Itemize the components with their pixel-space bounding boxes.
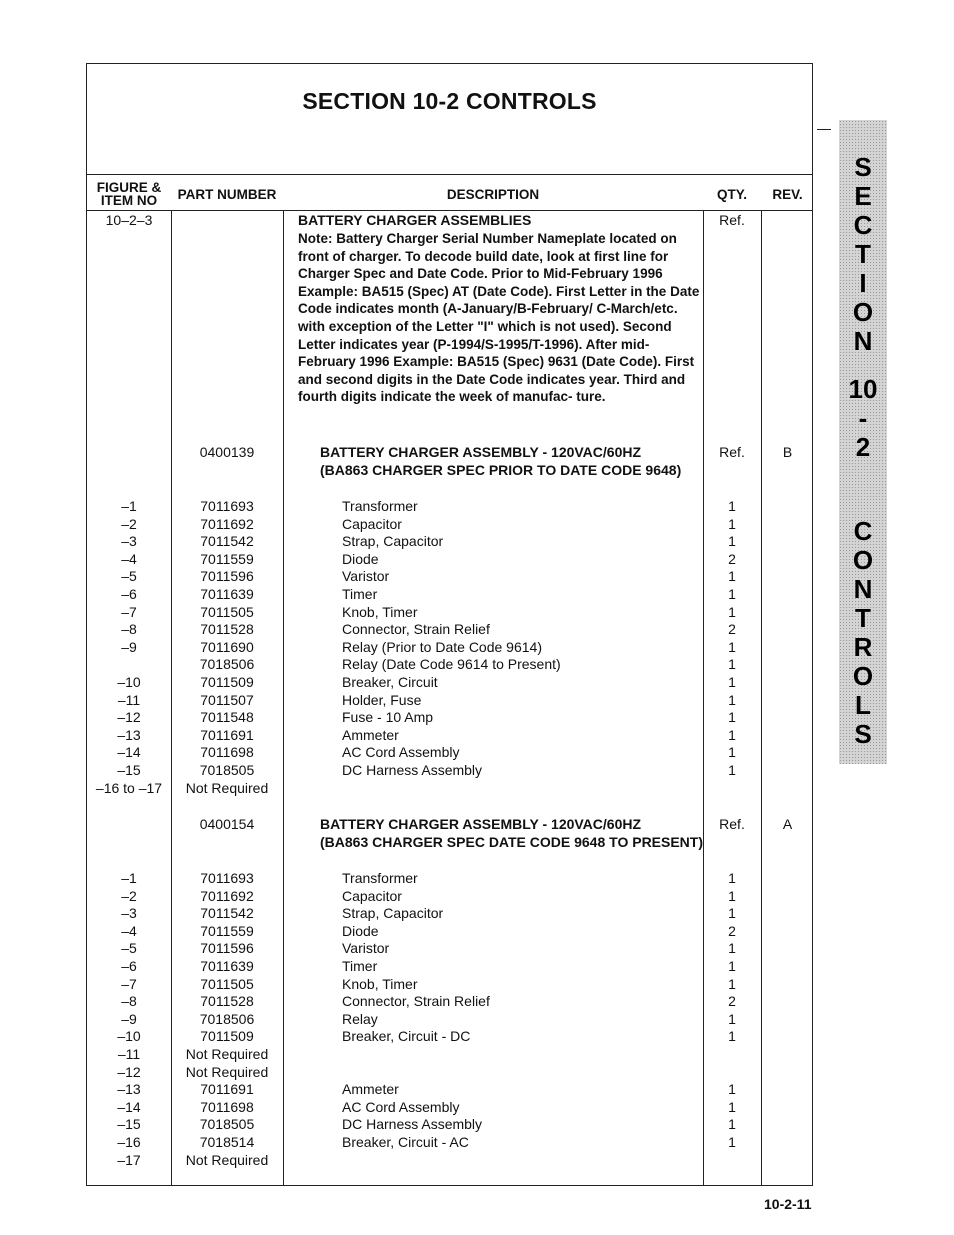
item-figure-number: –4 xyxy=(121,550,137,567)
item-description: Diode xyxy=(342,922,379,939)
side-tab-letter: E xyxy=(854,181,872,211)
item-figure-number: –9 xyxy=(121,1010,137,1027)
item-description: Varistor xyxy=(342,568,390,585)
item-description: Holder, Fuse xyxy=(342,691,422,708)
item-description: Timer xyxy=(342,586,378,602)
item-part-number: 7011690 xyxy=(200,638,254,655)
item-figure-number: –17 xyxy=(117,1151,141,1168)
item-description: Connector, Strain Relief xyxy=(342,621,490,638)
item-part-number: Not Required xyxy=(185,779,269,796)
header-figure-line1: FIGURE & xyxy=(96,180,162,195)
item-description: Knob, Timer xyxy=(342,603,418,620)
item-qty: 1 xyxy=(728,533,736,550)
assembly-subtitle: (BA863 CHARGER SPEC PRIOR TO DATE CODE 9648) xyxy=(320,461,682,478)
side-tab-letter: I xyxy=(859,268,867,298)
item-description: Ammeter xyxy=(342,726,399,743)
item-part-number: 7011505 xyxy=(200,603,254,620)
item-qty: 2 xyxy=(728,993,736,1010)
side-tab-letter: N xyxy=(853,326,873,356)
item-description: Transformer xyxy=(342,870,418,886)
item-qty: 1 xyxy=(728,1134,736,1150)
item-figure-number: –15 xyxy=(117,1116,141,1133)
item-part-number: 7018506 xyxy=(199,1010,255,1027)
item-part-number: Not Required xyxy=(185,1151,269,1168)
item-qty: 1 xyxy=(728,1116,736,1133)
item-qty: 1 xyxy=(728,603,736,620)
item-description: Timer xyxy=(342,958,378,974)
item-description: Varistor xyxy=(342,940,390,957)
column-divider-qty xyxy=(761,210,762,1185)
assembly-part-number: 0400154 xyxy=(199,816,255,832)
header-top-rule xyxy=(87,174,812,175)
item-part-number: 7011596 xyxy=(200,940,254,957)
item-figure-number: –4 xyxy=(121,922,137,939)
item-figure-number: –13 xyxy=(117,1081,141,1098)
item-qty: 1 xyxy=(728,674,736,690)
item-qty: 1 xyxy=(728,870,736,886)
margin-tick-mark xyxy=(817,129,831,130)
item-qty: 1 xyxy=(728,709,736,726)
item-figure-number: –10 xyxy=(117,674,141,690)
side-tab-letter: - xyxy=(858,403,868,433)
page-number: 10-2-11 xyxy=(764,1196,812,1212)
item-description: AC Cord Assembly xyxy=(342,744,460,761)
item-part-number: 7018505 xyxy=(199,762,255,778)
item-figure-number: –7 xyxy=(121,603,137,620)
item-qty: 1 xyxy=(728,1028,736,1045)
side-tab-letter: L xyxy=(855,690,871,720)
intro-note: Note: Battery Charger Serial Number Nameplate located on front of charger. To decode build date, look at first line for Charger Spec and Date Code. Prior to Mid-February 1996 Example: BA515 (Spec) AT (Date Code). First Letter in the Date Code indicates month (A-January/B-February/ C-March/etc. with exception of the Letter "I" which is not used). Second Letter indicates year (P-1994/S-1995/T-1996). After mid-February 1996 Example: BA515 (Spec) 9631 (Date Code). First and second digits in the Date Code indicates year. Third and fourth digits indicate the week of manufac- ture. xyxy=(298,231,700,405)
item-qty: 1 xyxy=(728,975,736,992)
item-description: Breaker, Circuit - AC xyxy=(342,1134,469,1150)
item-part-number: 7011505 xyxy=(200,975,254,992)
item-figure-number: –9 xyxy=(121,638,137,655)
item-figure-number: –11 xyxy=(117,691,141,708)
item-description: Breaker, Circuit xyxy=(342,674,438,690)
item-figure-number: –3 xyxy=(121,905,137,922)
item-qty: 1 xyxy=(728,515,736,532)
item-figure-number: –5 xyxy=(121,568,137,585)
item-qty: 1 xyxy=(728,1010,736,1027)
header-figure-item xyxy=(87,181,171,207)
item-description: Diode xyxy=(342,550,379,567)
column-divider-part xyxy=(283,210,284,1185)
assembly-subtitle: (BA863 CHARGER SPEC DATE CODE 9648 TO PRESENT) xyxy=(320,833,704,850)
item-figure-number: –5 xyxy=(121,940,137,957)
item-qty: 1 xyxy=(728,656,736,673)
side-tab-letter: S xyxy=(854,152,872,182)
item-figure-number: –7 xyxy=(121,975,137,992)
item-description: Breaker, Circuit - DC xyxy=(342,1028,471,1045)
item-part-number: 7011693 xyxy=(200,498,254,514)
item-description: Connector, Strain Relief xyxy=(342,993,490,1010)
item-qty: 1 xyxy=(728,1081,736,1098)
item-part-number: 7011691 xyxy=(200,726,254,743)
item-qty: 1 xyxy=(728,940,736,957)
item-description: Ammeter xyxy=(342,1081,399,1098)
item-figure-number: –6 xyxy=(121,586,137,602)
item-description: Capacitor xyxy=(342,887,402,904)
item-part-number: 7018505 xyxy=(199,1116,255,1133)
item-part-number: 7011639 xyxy=(200,586,254,602)
item-figure-number: –1 xyxy=(121,870,137,886)
item-description: Relay (Date Code 9614 to Present) xyxy=(342,656,561,673)
item-qty: 2 xyxy=(728,922,736,939)
item-figure-number: –13 xyxy=(117,726,141,743)
item-part-number: 7011509 xyxy=(200,674,254,690)
item-qty: 1 xyxy=(728,638,736,655)
side-tab-letter: N xyxy=(853,574,873,604)
item-part-number: Not Required xyxy=(185,1063,269,1080)
item-part-number: 7011509 xyxy=(200,1028,254,1045)
item-description: Relay (Prior to Date Code 9614) xyxy=(342,638,542,655)
item-part-number: 7011542 xyxy=(200,533,254,550)
item-description: Knob, Timer xyxy=(342,975,418,992)
assembly-qty: Ref. xyxy=(719,444,745,460)
assembly-title: BATTERY CHARGER ASSEMBLY - 120VAC/60HZ xyxy=(320,816,642,832)
item-description: AC Cord Assembly xyxy=(342,1098,460,1115)
item-figure-number: –11 xyxy=(117,1046,141,1062)
item-part-number: 7011528 xyxy=(200,993,254,1010)
item-qty: 1 xyxy=(728,726,736,743)
item-description: Strap, Capacitor xyxy=(342,905,444,922)
item-figure-number: –2 xyxy=(121,887,137,904)
item-figure-number: –16 to –17 xyxy=(95,779,163,796)
item-figure-number: –8 xyxy=(121,621,137,638)
item-qty: 2 xyxy=(728,621,736,638)
item-figure-number: –14 xyxy=(117,744,141,761)
side-tab-letter: T xyxy=(855,239,871,269)
item-part-number: 7011698 xyxy=(200,1098,254,1115)
item-figure-number: –8 xyxy=(121,993,137,1010)
item-part-number: 7011559 xyxy=(200,550,254,567)
side-tab-letter: T xyxy=(855,603,871,633)
item-description: Fuse - 10 Amp xyxy=(342,709,434,726)
intro-heading: BATTERY CHARGER ASSEMBLIES xyxy=(298,212,532,228)
item-description: Strap, Capacitor xyxy=(342,533,444,550)
item-part-number: Not Required xyxy=(185,1046,269,1062)
item-part-number: 7018506 xyxy=(199,656,255,673)
item-qty: 2 xyxy=(728,550,736,567)
item-qty: 1 xyxy=(728,1098,736,1115)
side-tab-letter: 2 xyxy=(855,432,871,462)
item-qty: 1 xyxy=(728,905,736,922)
side-tab-letter: C xyxy=(853,516,873,546)
item-figure-number: –1 xyxy=(121,498,137,514)
page-title: SECTION 10-2 CONTROLS xyxy=(302,88,597,114)
item-part-number: 7011698 xyxy=(200,744,254,761)
item-part-number: 7011692 xyxy=(200,515,254,532)
header-figure-line2: ITEM NO xyxy=(100,193,158,208)
item-part-number: 7011542 xyxy=(200,905,254,922)
side-tab-letter: C xyxy=(853,210,873,240)
parts-list-frame xyxy=(86,63,813,1186)
assembly-title: BATTERY CHARGER ASSEMBLY - 120VAC/60HZ xyxy=(320,444,642,460)
item-figure-number: –6 xyxy=(121,958,137,974)
item-qty: 1 xyxy=(728,498,736,514)
side-tab-letter: O xyxy=(852,297,874,327)
intro-figure-ref: 10–2–3 xyxy=(105,212,153,228)
header-qty: QTY. xyxy=(716,187,747,202)
header-description: DESCRIPTION xyxy=(446,187,540,202)
side-tab-letter: S xyxy=(854,719,872,749)
item-description: DC Harness Assembly xyxy=(342,762,483,778)
item-figure-number: –10 xyxy=(117,1028,141,1045)
assembly-rev: B xyxy=(782,444,793,460)
item-figure-number: –14 xyxy=(117,1098,141,1115)
item-part-number: 7011596 xyxy=(200,568,254,585)
item-part-number: 7011528 xyxy=(200,621,254,638)
item-qty: 1 xyxy=(728,568,736,585)
item-qty: 1 xyxy=(728,586,736,602)
item-part-number: 7011507 xyxy=(200,691,254,708)
item-description: Transformer xyxy=(342,498,418,514)
item-qty: 1 xyxy=(728,762,736,778)
item-part-number: 7011691 xyxy=(200,1081,254,1098)
header-part-number: PART NUMBER xyxy=(177,187,277,202)
item-part-number: 7018514 xyxy=(199,1134,255,1150)
item-figure-number: –3 xyxy=(121,533,137,550)
assembly-part-number: 0400139 xyxy=(199,444,255,460)
side-tab-letter: 10 xyxy=(848,374,878,404)
item-description: Capacitor xyxy=(342,515,402,532)
side-tab-letter: O xyxy=(852,661,874,691)
item-qty: 1 xyxy=(728,744,736,761)
side-tab-letter: R xyxy=(853,632,873,662)
item-description: DC Harness Assembly xyxy=(342,1116,483,1133)
assembly-qty: Ref. xyxy=(719,816,745,832)
item-description: Relay xyxy=(342,1010,378,1027)
item-part-number: 7011693 xyxy=(200,870,254,886)
item-figure-number: –15 xyxy=(117,762,141,778)
item-part-number: 7011692 xyxy=(200,887,254,904)
item-qty: 1 xyxy=(728,887,736,904)
item-figure-number: –12 xyxy=(117,1063,141,1080)
intro-qty: Ref. xyxy=(719,212,745,228)
item-figure-number: –16 xyxy=(117,1134,141,1150)
header-rev: REV. xyxy=(772,187,803,202)
item-part-number: 7011559 xyxy=(200,922,254,939)
item-figure-number: –12 xyxy=(117,709,141,726)
item-qty: 1 xyxy=(728,691,736,708)
item-part-number: 7011639 xyxy=(200,958,254,974)
assembly-rev: A xyxy=(782,816,793,832)
section-side-tab xyxy=(839,120,887,764)
side-tab-letter: O xyxy=(852,545,874,575)
item-part-number: 7011548 xyxy=(200,709,254,726)
item-figure-number: –2 xyxy=(121,515,137,532)
item-qty: 1 xyxy=(728,958,736,974)
